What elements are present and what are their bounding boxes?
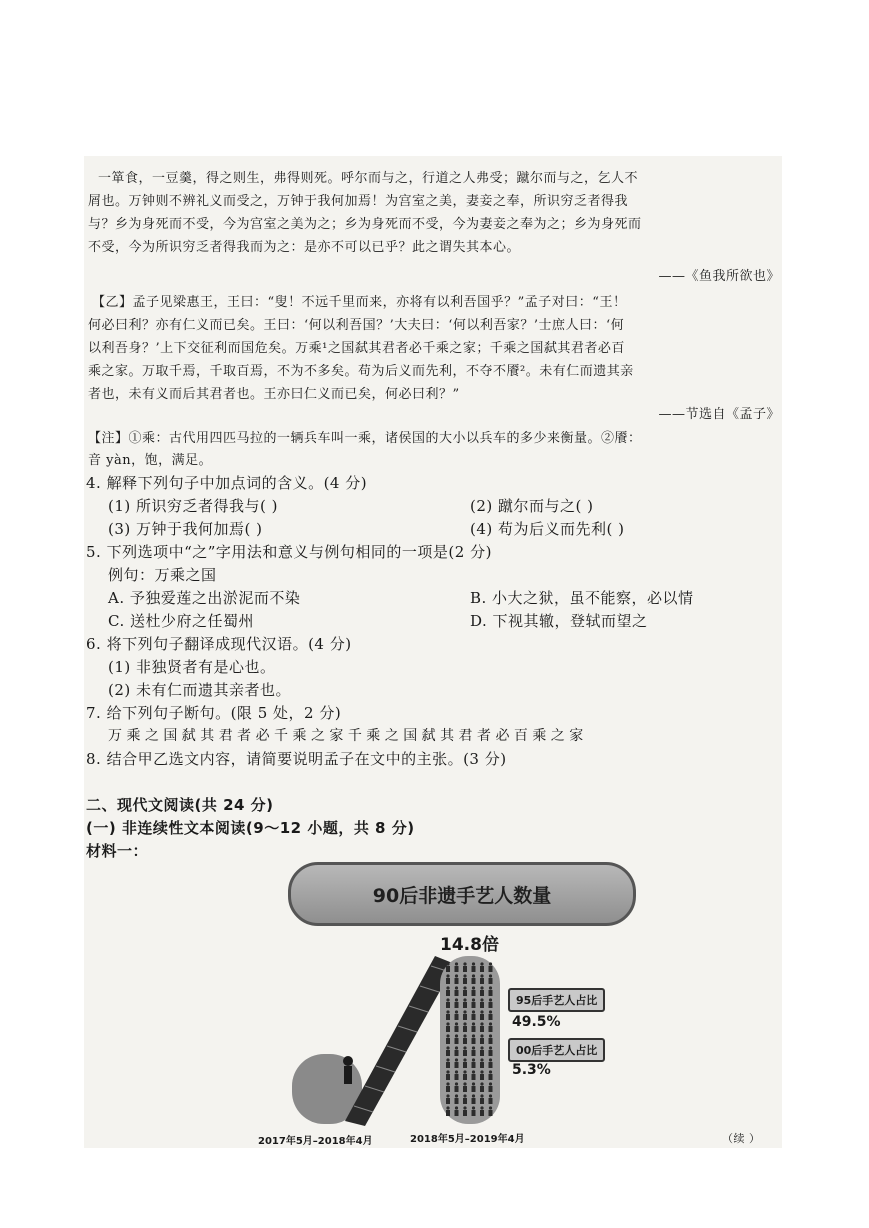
person-mark [455,998,458,1001]
q5-option-d: D. 下视其辙，登轼而望之 [470,612,648,630]
person-mark [480,1050,484,1056]
person-mark [472,974,475,977]
person-mark [463,962,466,965]
person-mark [463,1010,466,1013]
person-mark [446,1082,449,1085]
person-mark [489,1070,492,1073]
person-mark [489,990,493,996]
person-mark [455,1106,458,1109]
person-mark [455,962,458,965]
person-mark [480,1094,483,1097]
chart-title: 90后非遗手艺人数量 [288,862,636,926]
person-mark [455,1110,459,1116]
person-mark [455,1062,459,1068]
person-mark [463,1106,466,1109]
material-label: 材料一： [86,842,149,860]
person-mark [472,990,476,996]
person-mark [489,1082,492,1085]
person-mark [463,1026,467,1032]
period-label-1: 2017年5月–2018年4月 [258,1136,373,1147]
person-mark [463,998,466,1001]
passage-source: ——节选自《孟子》 [658,407,780,422]
note-line: 【注】①乘：古代用四匹马拉的一辆兵车叫一乘，诸侯国的大小以兵车的多少来衡量。②餍： [88,431,642,446]
person-mark [455,990,459,996]
person-mark [455,1002,459,1008]
person-mark [463,1058,466,1061]
person-mark [463,1110,467,1116]
person-mark [489,998,492,1001]
person-mark [472,1082,475,1085]
q7-sentence: 万 乘 之 国 弑 其 君 者 必 千 乘 之 家 千 乘 之 国 弑 其 君 者 必 百 乘 之 家 [108,728,584,744]
person-mark [455,1058,458,1061]
staircase [345,956,455,1126]
q6-item: (1) 非独贤者有是心也。 [108,658,276,676]
person-mark [489,1022,492,1025]
person-mark [446,1022,449,1025]
person-mark [455,1098,459,1104]
person-mark [446,974,449,977]
person-mark [446,978,450,984]
person-mark [446,1034,449,1037]
q5-example: 例句：万乘之国 [108,566,217,584]
person-mark [480,1110,484,1116]
section-2-heading: 二、现代文阅读(共 24 分) [86,796,274,814]
question-6-title: 6. 将下列句子翻译成现代汉语。(4 分) [86,635,352,653]
person-mark [472,1070,475,1073]
person-mark [489,1074,493,1080]
person-mark [489,1062,493,1068]
person-mark [455,974,458,977]
person-mark [480,990,484,996]
person-mark [463,1002,467,1008]
share-95-label: 95后手艺人占比 [508,988,605,1012]
person-mark [480,1062,484,1068]
person-mark [480,966,484,972]
person-mark [472,1086,476,1092]
person-mark [489,1038,493,1044]
person-mark [489,1094,492,1097]
person-mark [480,962,483,965]
person-mark [472,966,476,972]
person-mark [480,1070,483,1073]
person-mark [446,1046,449,1049]
person-mark [472,1094,475,1097]
person-mark [455,1010,458,1013]
person-mark [472,1062,476,1068]
person-mark [489,1002,493,1008]
person-mark [472,1098,476,1104]
person-mark [489,974,492,977]
person-mark [463,1014,467,1020]
person-mark [472,1074,476,1080]
person-mark [446,990,450,996]
question-4-title: 4. 解释下列句子中加点词的含义。(4 分) [86,474,368,492]
person-mark [455,1038,459,1044]
person-mark [480,1002,484,1008]
person-mark [489,986,492,989]
person-mark [463,1074,467,1080]
person-mark [455,1086,459,1092]
passage-line: 何必曰利？亦有仁义而已矣。王曰：‘何以利吾国？’大夫曰：‘何以利吾家？’士庶人曰：‘何 [88,318,625,333]
person-mark [446,1074,450,1080]
person-mark [446,1010,449,1013]
passage-line: 与？乡为身死而不受，今为宫室之美为之；乡为身死而不受，今为妻妾之奉为之；乡为身死而 [88,217,642,232]
person-mark [463,1062,467,1068]
person-mark [472,1046,475,1049]
question-8-title: 8. 结合甲乙选文内容，请简要说明孟子在文中的主张。(3 分) [86,750,507,768]
person-mark [480,1026,484,1032]
person-mark [455,1050,459,1056]
person-icon [343,1056,353,1066]
person-mark [446,1094,449,1097]
person-mark [463,1022,466,1025]
person-mark [446,1070,449,1073]
section-2-subheading: (一) 非连续性文本阅读(9～12 小题，共 8 分) [86,819,415,837]
person-mark [472,998,475,1001]
q5-option-b: B. 小大之狱，虽不能察，必以情 [470,589,694,607]
person-mark [480,1098,484,1104]
person-mark [489,1050,493,1056]
person-mark [455,978,459,984]
person-mark [472,1010,475,1013]
person-mark [463,1046,466,1049]
passage-line: 者也，未有义而后其君者也。王亦曰仁义而已矣，何必曰利？” [88,387,460,402]
person-mark [480,1022,483,1025]
person-mark [463,1034,466,1037]
person-mark [472,1110,476,1116]
passage-line: 以利吾身？’上下交征利而国危矣。万乘¹之国弑其君者必千乘之家；千乘之国弑其君者必百 [88,341,625,356]
infographic [170,856,670,1156]
person-mark [489,1098,493,1104]
person-mark [489,1058,492,1061]
growth-label: 14.8倍 [440,935,499,955]
person-mark [455,1022,458,1025]
person-mark [480,998,483,1001]
person-mark [455,1082,458,1085]
person-mark [463,990,467,996]
person-mark [455,1014,459,1020]
person-mark [455,1026,459,1032]
person-mark [455,1094,458,1097]
person-mark [472,1034,475,1037]
person-mark [455,1046,458,1049]
person-mark [446,966,450,972]
passage-line: 一箪食，一豆羹，得之则生，弗得则死。呼尔而与之，行道之人弗受；蹴尔而与之，乞人不 [98,171,639,186]
person-mark [463,1070,466,1073]
person-mark [463,1038,467,1044]
person-mark [480,1106,483,1109]
person-mark [489,962,492,965]
person-mark [480,1034,483,1037]
person-mark [489,978,493,984]
person-mark [489,1010,492,1013]
note-line: 音 yàn，饱，满足。 [88,453,213,468]
passage-line: 【乙】孟子见梁惠王，王曰：“叟！不远千里而来，亦将有以利吾国乎？”孟子对曰：“王！ [92,295,627,310]
person-mark [480,974,483,977]
person-mark [455,1070,458,1073]
person-mark [463,1094,466,1097]
person-mark [446,1050,450,1056]
person-mark [455,1034,458,1037]
person-mark [480,1074,484,1080]
person-mark [446,1106,449,1109]
person-mark [446,986,449,989]
passage-line: 不受，今为所识穷乏者得我而为之：是亦不可以已乎？此之谓失其本心。 [88,240,521,255]
person-mark [489,1086,493,1092]
person-mark [446,1014,450,1020]
person-mark [472,1038,476,1044]
q4-item: (1) 所识穷乏者得我与( ) [108,497,278,515]
person-mark [472,986,475,989]
person-mark [446,1058,449,1061]
person-mark [446,1026,450,1032]
q6-item: (2) 未有仁而遗其亲者也。 [108,681,292,699]
person-mark [489,1026,493,1032]
person-mark [463,1082,466,1085]
person-mark [463,978,467,984]
period-label-2: 2018年5月–2019年4月 [410,1134,525,1145]
person-mark [480,978,484,984]
person-mark [463,986,466,989]
person-mark [489,1110,493,1116]
person-mark [472,1026,476,1032]
person-mark [446,1002,450,1008]
share-00-label: 00后手艺人占比 [508,1038,605,1062]
question-5-title: 5. 下列选项中“之”字用法和意义与例句相同的一项是(2 分) [86,543,492,561]
q4-item: (4) 苟为后义而先利( ) [470,520,625,538]
person-mark [472,962,475,965]
person-mark [455,966,459,972]
person-mark [472,1058,475,1061]
question-7-title: 7. 给下列句子断句。(限 5 处，2 分) [86,704,342,722]
q4-item: (3) 万钟于我何加焉( ) [108,520,263,538]
person-mark [480,986,483,989]
passage-source: ——《鱼我所欲也》 [658,269,780,284]
passage-line: 屑也。万钟则不辨礼义而受之，万钟于我何加焉！为宫室之美，妻妾之奉，所识穷乏者得我 [88,194,629,209]
person-mark [463,974,466,977]
continue-marker: （续 ） [722,1132,761,1145]
person-mark [480,1038,484,1044]
person-mark [480,1014,484,1020]
person-mark [455,1074,459,1080]
person-mark [480,1010,483,1013]
q5-option-c: C. 送杜少府之任蜀州 [108,612,254,630]
person-mark [446,1038,450,1044]
person-mark [472,978,476,984]
share-95-value: 49.5% [512,1014,561,1030]
person-mark [489,1014,493,1020]
person-mark [472,1002,476,1008]
person-mark [472,1050,476,1056]
person-mark [480,1058,483,1061]
person-mark [446,1098,450,1104]
person-mark [446,1062,450,1068]
person-mark [446,998,449,1001]
person-mark [446,962,449,965]
person-mark [480,1086,484,1092]
person-mark [489,1046,492,1049]
person-mark [489,966,493,972]
person-mark [472,1106,475,1109]
person-mark [463,1098,467,1104]
person-mark [480,1046,483,1049]
person-mark [472,1022,475,1025]
person-mark [455,986,458,989]
share-00-value: 5.3% [512,1062,551,1078]
q4-item: (2) 蹴尔而与之( ) [470,497,594,515]
person-mark [480,1082,483,1085]
person-mark [446,1086,450,1092]
q5-option-a: A. 予独爱莲之出淤泥而不染 [108,589,301,607]
person-mark [446,1110,450,1116]
person-mark [489,1106,492,1109]
person-mark [472,1014,476,1020]
person-mark [489,1034,492,1037]
passage-line: 乘之家。万取千焉，千取百焉，不为不多矣。苟为后义而先利，不夺不餍²。未有仁而遗其亲 [88,364,634,379]
person-mark [463,966,467,972]
person-mark [463,1086,467,1092]
person-mark [463,1050,467,1056]
